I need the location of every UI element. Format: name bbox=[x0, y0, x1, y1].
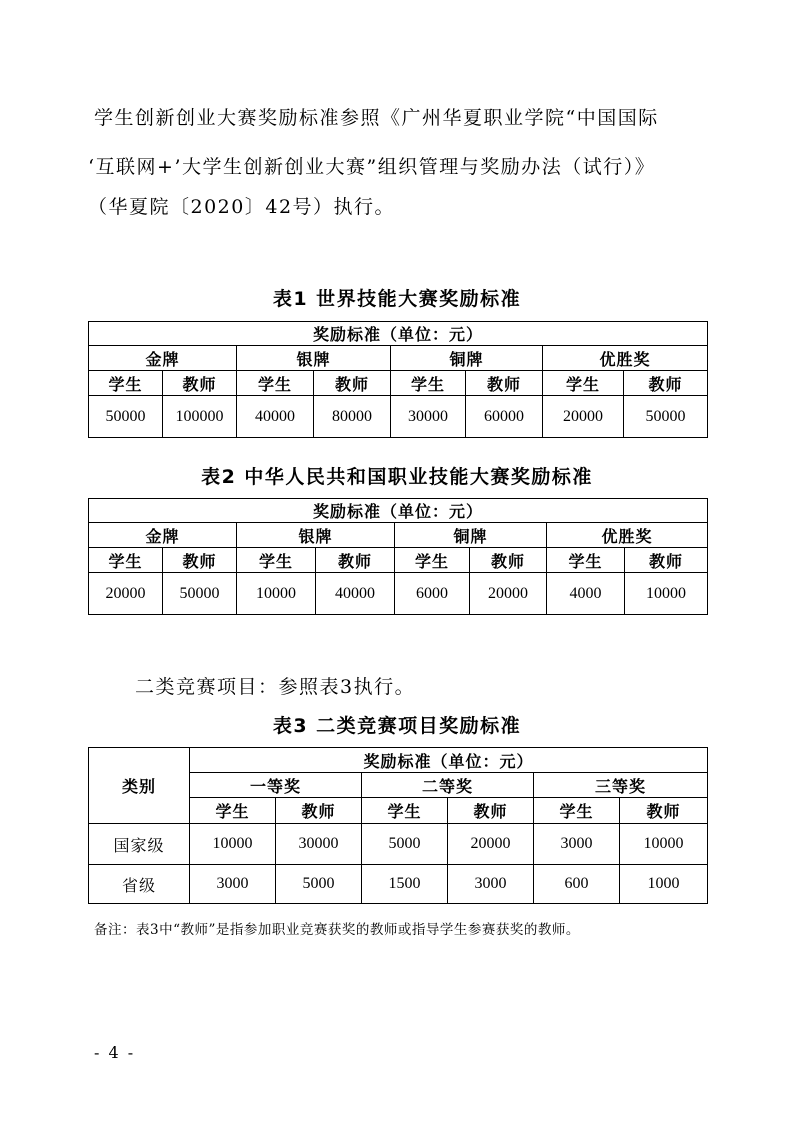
table1-value: 40000 bbox=[237, 396, 314, 438]
table2-title: 表2 中华人民共和国职业技能大赛奖励标准 bbox=[201, 466, 593, 488]
table1 bbox=[88, 321, 708, 438]
table1-value: 20000 bbox=[543, 396, 624, 438]
table1-role: 教师 bbox=[466, 371, 543, 396]
table2-role: 学生 bbox=[89, 548, 163, 573]
table1-role: 学生 bbox=[237, 371, 314, 396]
table1-value: 30000 bbox=[391, 396, 466, 438]
table3-value: 3000 bbox=[190, 865, 276, 904]
table2-value: 10000 bbox=[625, 573, 708, 615]
table2-medal-gold: 金牌 bbox=[89, 523, 237, 548]
table1-medal-bronze: 铜牌 bbox=[391, 346, 543, 371]
table3-value: 10000 bbox=[190, 824, 276, 865]
table1-value: 80000 bbox=[314, 396, 391, 438]
table1-value: 100000 bbox=[163, 396, 237, 438]
table3-header: 奖励标准（单位：元） bbox=[190, 748, 708, 773]
table3-prize-third: 三等奖 bbox=[534, 773, 708, 798]
table1-title: 表1 世界技能大赛奖励标准 bbox=[272, 288, 522, 310]
table3-role: 学生 bbox=[190, 798, 276, 824]
table2-role: 学生 bbox=[237, 548, 316, 573]
intro-line-3: （华夏院〔2020〕42号）执行。 bbox=[88, 196, 396, 218]
table3-value: 10000 bbox=[620, 824, 708, 865]
table2-value: 6000 bbox=[395, 573, 470, 615]
table3-value: 3000 bbox=[448, 865, 534, 904]
table3-value: 600 bbox=[534, 865, 620, 904]
table2-role: 教师 bbox=[470, 548, 547, 573]
table3-value: 1000 bbox=[620, 865, 708, 904]
table2-medal-silver: 银牌 bbox=[237, 523, 395, 548]
table3-value: 20000 bbox=[448, 824, 534, 865]
table1-role: 教师 bbox=[624, 371, 708, 396]
table3-role: 教师 bbox=[448, 798, 534, 824]
table3-prize-first: 一等奖 bbox=[190, 773, 362, 798]
table3-value: 5000 bbox=[276, 865, 362, 904]
table2-value: 20000 bbox=[89, 573, 163, 615]
table2-value: 10000 bbox=[237, 573, 316, 615]
table3-title: 表3 二类竞赛项目奖励标准 bbox=[272, 715, 522, 737]
table2-value: 20000 bbox=[470, 573, 547, 615]
table3-row-label: 国家级 bbox=[89, 824, 190, 865]
table1-role: 教师 bbox=[163, 371, 237, 396]
table2 bbox=[88, 498, 708, 615]
table1-medal-silver: 银牌 bbox=[237, 346, 391, 371]
table3-value: 30000 bbox=[276, 824, 362, 865]
intro-line-2: ‘互联网+’大学生创新创业大赛”组织管理与奖励办法（试行）》 bbox=[88, 156, 656, 178]
table3 bbox=[88, 747, 708, 904]
table1-role: 学生 bbox=[543, 371, 624, 396]
table2-value: 4000 bbox=[547, 573, 625, 615]
table2-role: 教师 bbox=[316, 548, 395, 573]
table1-value: 50000 bbox=[89, 396, 163, 438]
table3-role: 教师 bbox=[620, 798, 708, 824]
table2-role: 学生 bbox=[395, 548, 470, 573]
table2-medal-merit: 优胜奖 bbox=[547, 523, 708, 548]
table1-medal-gold: 金牌 bbox=[89, 346, 237, 371]
table1-header: 奖励标准（单位：元） bbox=[89, 322, 708, 346]
table3-role: 学生 bbox=[362, 798, 448, 824]
table1-medal-merit: 优胜奖 bbox=[543, 346, 708, 371]
table2-medal-bronze: 铜牌 bbox=[395, 523, 547, 548]
section2-text: 二类竞赛项目：参照表3执行。 bbox=[135, 676, 416, 698]
table1-role: 学生 bbox=[89, 371, 163, 396]
table3-role: 学生 bbox=[534, 798, 620, 824]
table1-value: 60000 bbox=[466, 396, 543, 438]
table2-value: 50000 bbox=[163, 573, 237, 615]
table3-role: 教师 bbox=[276, 798, 362, 824]
table2-header: 奖励标准（单位：元） bbox=[89, 499, 708, 523]
table3-category-header: 类别 bbox=[89, 748, 190, 824]
table1-role: 学生 bbox=[391, 371, 466, 396]
table3-value: 1500 bbox=[362, 865, 448, 904]
table3-row-label: 省级 bbox=[89, 865, 190, 904]
table2-role: 教师 bbox=[163, 548, 237, 573]
table1-value: 50000 bbox=[624, 396, 708, 438]
intro-line-1: 学生创新创业大赛奖励标准参照《广州华夏职业学院“中国国际 bbox=[94, 107, 659, 129]
table2-role: 学生 bbox=[547, 548, 625, 573]
page-number: - 4 - bbox=[94, 1043, 136, 1062]
table2-value: 40000 bbox=[316, 573, 395, 615]
table3-prize-second: 二等奖 bbox=[362, 773, 534, 798]
table3-note: 备注：表3中“教师”是指参加职业竞赛获奖的教师或指导学生参赛获奖的教师。 bbox=[94, 922, 580, 938]
table3-value: 5000 bbox=[362, 824, 448, 865]
table1-role: 教师 bbox=[314, 371, 391, 396]
table3-value: 3000 bbox=[534, 824, 620, 865]
table2-role: 教师 bbox=[625, 548, 708, 573]
